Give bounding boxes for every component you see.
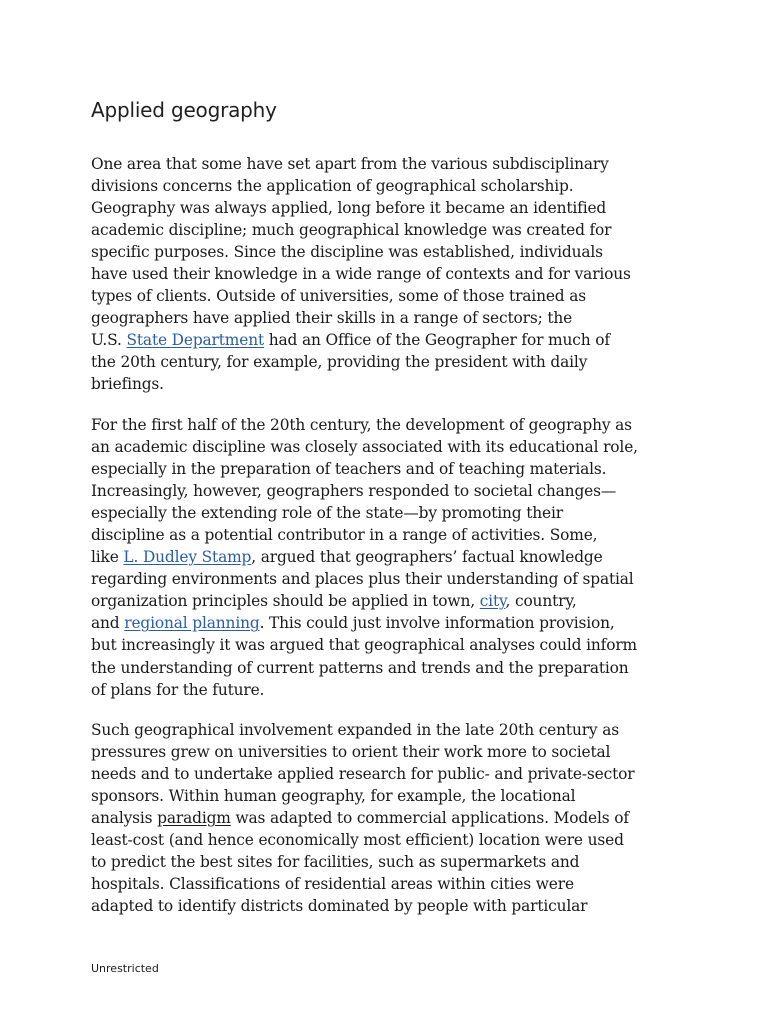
text-line: the 20th century, for example, providing the president with daily [91, 353, 588, 372]
text-line: One area that some have set apart from the various subdisciplinary [91, 155, 609, 173]
text-fragment: like [91, 548, 124, 567]
text-line: discipline as a potential contributor in a range of activities. Some, [91, 526, 598, 545]
text-line: hospitals. Classifications of residential areas within cities were [91, 875, 574, 894]
text-fragment: and [91, 614, 125, 633]
paragraph-3 [91, 719, 691, 917]
text-line: sponsors. Within human geography, for example, the locational [91, 787, 576, 806]
paradigm-term[interactable]: paradigm [157, 809, 231, 828]
text-line: types of clients. Outside of universities, some of those trained as [91, 287, 587, 306]
text-line: pressures grew on universities to orient their work more to societal [91, 743, 611, 762]
city-link[interactable]: city [479, 592, 506, 611]
text-line: For the first half of the 20th century, the development of geography as [91, 416, 632, 434]
text-fragment: analysis [91, 809, 158, 828]
text-line: the understanding of current patterns and trends and the preparation [91, 658, 629, 677]
text-line [91, 546, 691, 568]
text-fragment: . This could just involve information provision, [259, 614, 615, 633]
text-line: adapted to identify districts dominated by people with particular [91, 897, 588, 916]
regional-planning-link[interactable]: regional planning [124, 614, 260, 633]
state-department-link[interactable]: State Department [126, 331, 264, 350]
text-line [91, 590, 691, 612]
text-line: specific purposes. Since the discipline was established, individuals [91, 243, 603, 262]
text-fragment: U.S. [91, 331, 127, 350]
text-line: especially the extending role of the state—by promoting their [91, 504, 563, 523]
text-line: least-cost (and hence economically most efficient) location were used [91, 831, 624, 850]
l-dudley-stamp-link[interactable]: L. Dudley Stamp [123, 548, 252, 567]
text-fragment: , argued that geographers’ factual knowledge [251, 548, 603, 567]
text-line: especially in the preparation of teachers and of teaching materials. [91, 460, 607, 479]
text-line: geographers have applied their skills in a range of sectors; the [91, 309, 573, 328]
section-heading: Applied geography [91, 98, 277, 122]
text-line: academic discipline; much geographical knowledge was created for [91, 221, 612, 240]
text-line: needs and to undertake applied research for public- and private-sector [91, 765, 635, 784]
text-fragment: , country, [505, 592, 577, 611]
text-line [91, 612, 691, 634]
classification-footer: Unrestricted [91, 962, 159, 975]
text-line: regarding environments and places plus their understanding of spatial [91, 570, 634, 589]
text-fragment: organization principles should be applied in town, [91, 592, 480, 611]
text-line: but increasingly it was argued that geographical analyses could inform [91, 636, 637, 655]
text-line: have used their knowledge in a wide range of contexts and for various [91, 265, 631, 284]
text-line: divisions concerns the application of geographical scholarship. [91, 177, 574, 196]
text-line: briefings. [91, 375, 164, 394]
text-line: Such geographical involvement expanded in the late 20th century as [91, 721, 619, 739]
paragraph-2 [91, 414, 691, 701]
text-line [91, 329, 691, 351]
text-line: of plans for the future. [91, 680, 265, 699]
text-line: to predict the best sites for facilities, such as supermarkets and [91, 853, 580, 872]
text-line [91, 807, 691, 829]
text-fragment: had an Office of the Geographer for much of [264, 331, 610, 350]
text-line: Increasingly, however, geographers responded to societal changes— [91, 482, 617, 501]
text-line: Geography was always applied, long before it became an identified [91, 199, 607, 218]
text-line: an academic discipline was closely associated with its educational role, [91, 438, 638, 457]
paragraph-1 [91, 153, 691, 396]
text-fragment: was adapted to commercial applications. Models of [230, 809, 629, 828]
